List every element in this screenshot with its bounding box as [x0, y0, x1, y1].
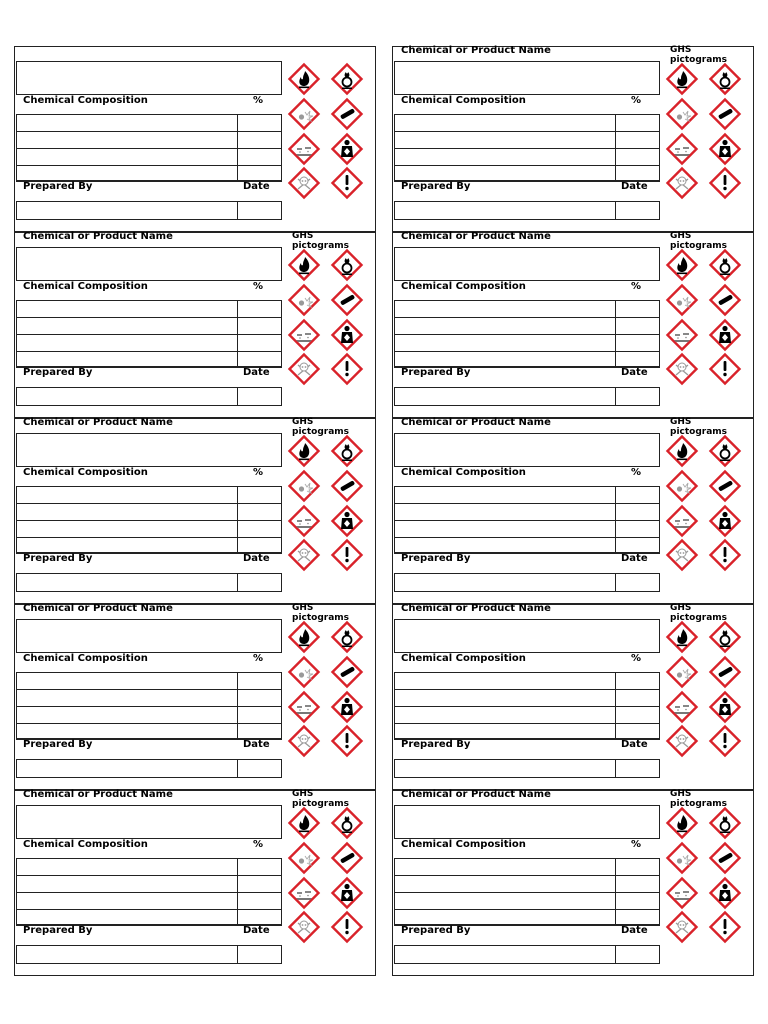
composition-row[interactable] — [17, 149, 281, 166]
gas-cylinder-icon — [709, 470, 741, 502]
flame-over-circle-icon — [331, 621, 363, 653]
composition-table — [394, 300, 660, 368]
prepared-by-field[interactable] — [16, 759, 282, 778]
corrosion-icon — [288, 505, 320, 537]
composition-row[interactable] — [395, 673, 659, 690]
skull-crossbones-icon — [666, 353, 698, 385]
exclamation-mark-icon — [709, 353, 741, 385]
ghs-pictograms-label — [292, 45, 348, 59]
skull-crossbones-icon — [288, 539, 320, 571]
ghs-pictograms-label: GHS pictograms — [292, 417, 350, 437]
composition-row[interactable] — [395, 132, 659, 149]
flame-icon — [666, 807, 698, 839]
ghs-pictograms-label: GHS pictograms — [670, 789, 728, 809]
exclamation-mark-icon — [331, 539, 363, 571]
corrosion-icon — [288, 133, 320, 165]
flame-icon — [666, 435, 698, 467]
health-hazard-icon — [709, 133, 741, 165]
gas-cylinder-icon — [331, 470, 363, 502]
prepared-by-label: Prepared By — [23, 367, 93, 378]
product-name-field[interactable] — [16, 247, 282, 281]
prepared-by-label: Prepared By — [401, 553, 471, 564]
flame-over-circle-icon — [709, 621, 741, 653]
health-hazard-icon — [331, 133, 363, 165]
percent-column-divider — [615, 115, 616, 181]
skull-crossbones-icon — [666, 725, 698, 757]
composition-table — [394, 486, 660, 554]
product-name-label: Chemical or Product Name — [23, 231, 173, 242]
composition-row[interactable] — [17, 538, 281, 553]
product-name-label: Chemical or Product Name — [401, 603, 551, 614]
composition-row[interactable] — [395, 166, 659, 181]
flame-over-circle-icon — [331, 63, 363, 95]
chemical-composition-label: Chemical Composition — [401, 839, 526, 850]
chemical-label — [392, 232, 754, 418]
composition-row[interactable] — [395, 876, 659, 893]
gas-cylinder-icon — [331, 656, 363, 688]
flame-over-circle-icon — [331, 807, 363, 839]
chemical-label — [14, 232, 376, 418]
composition-row[interactable] — [395, 335, 659, 352]
ghs-pictograms-label: GHS pictograms — [292, 603, 350, 623]
prepared-by-label: Prepared By — [401, 181, 471, 192]
flame-icon — [666, 621, 698, 653]
exclamation-mark-icon — [709, 167, 741, 199]
composition-row[interactable] — [395, 690, 659, 707]
flame-icon — [288, 63, 320, 95]
exploding-bomb-icon — [666, 284, 698, 316]
flame-over-circle-icon — [709, 63, 741, 95]
percent-column-divider — [615, 859, 616, 925]
date-field-divider — [237, 760, 238, 777]
corrosion-icon — [288, 691, 320, 723]
skull-crossbones-icon — [666, 911, 698, 943]
corrosion-icon — [666, 505, 698, 537]
gas-cylinder-icon — [709, 842, 741, 874]
product-name-field[interactable] — [394, 619, 660, 653]
percent-label: % — [631, 95, 642, 106]
percent-column-divider — [237, 487, 238, 553]
composition-row[interactable] — [395, 859, 659, 876]
date-label: Date — [243, 925, 270, 936]
percent-label: % — [253, 281, 264, 292]
date-field-divider — [615, 574, 616, 591]
health-hazard-icon — [709, 877, 741, 909]
gas-cylinder-icon — [709, 98, 741, 130]
date-field-divider — [237, 946, 238, 963]
product-name-field[interactable] — [394, 433, 660, 467]
percent-label: % — [631, 281, 642, 292]
exclamation-mark-icon — [709, 911, 741, 943]
prepared-by-field[interactable] — [394, 759, 660, 778]
chemical-composition-label: Chemical Composition — [23, 95, 148, 106]
product-name-field[interactable] — [394, 805, 660, 839]
composition-row[interactable] — [395, 115, 659, 132]
date-label: Date — [621, 925, 648, 936]
prepared-by-field[interactable] — [16, 387, 282, 406]
prepared-by-field[interactable] — [16, 201, 282, 220]
exclamation-mark-icon — [331, 911, 363, 943]
chemical-composition-label: Chemical Composition — [23, 653, 148, 664]
gas-cylinder-icon — [709, 284, 741, 316]
exploding-bomb-icon — [288, 98, 320, 130]
composition-row[interactable] — [17, 673, 281, 690]
date-field-divider — [237, 202, 238, 219]
prepared-by-label: Prepared By — [401, 367, 471, 378]
ghs-pictograms-label: GHS pictograms — [292, 231, 350, 251]
exclamation-mark-icon — [331, 167, 363, 199]
chemical-composition-label: Chemical Composition — [401, 467, 526, 478]
exclamation-mark-icon — [709, 539, 741, 571]
chemical-label — [14, 418, 376, 604]
composition-row[interactable] — [17, 521, 281, 538]
prepared-by-label: Prepared By — [401, 739, 471, 750]
composition-table — [394, 858, 660, 926]
prepared-by-field[interactable] — [16, 945, 282, 964]
prepared-by-field[interactable] — [394, 387, 660, 406]
percent-label: % — [631, 839, 642, 850]
gas-cylinder-icon — [331, 284, 363, 316]
ghs-pictograms-label: GHS pictograms — [670, 231, 728, 251]
flame-icon — [666, 63, 698, 95]
composition-row[interactable] — [395, 301, 659, 318]
chemical-label — [392, 418, 754, 604]
composition-table — [16, 858, 282, 926]
gas-cylinder-icon — [331, 842, 363, 874]
composition-row[interactable] — [17, 318, 281, 335]
corrosion-icon — [666, 691, 698, 723]
health-hazard-icon — [331, 877, 363, 909]
exploding-bomb-icon — [666, 842, 698, 874]
composition-row[interactable] — [17, 707, 281, 724]
health-hazard-icon — [331, 691, 363, 723]
composition-row[interactable] — [395, 538, 659, 553]
date-label: Date — [243, 553, 270, 564]
flame-over-circle-icon — [331, 249, 363, 281]
date-field-divider — [237, 574, 238, 591]
skull-crossbones-icon — [288, 353, 320, 385]
exploding-bomb-icon — [288, 470, 320, 502]
composition-row[interactable] — [395, 724, 659, 739]
skull-crossbones-icon — [666, 167, 698, 199]
date-label: Date — [621, 553, 648, 564]
percent-column-divider — [615, 301, 616, 367]
product-name-field[interactable] — [16, 433, 282, 467]
chemical-composition-label: Chemical Composition — [401, 653, 526, 664]
flame-icon — [288, 621, 320, 653]
exploding-bomb-icon — [288, 842, 320, 874]
prepared-by-field[interactable] — [394, 945, 660, 964]
composition-table — [16, 486, 282, 554]
exclamation-mark-icon — [331, 725, 363, 757]
composition-row[interactable] — [395, 910, 659, 925]
exploding-bomb-icon — [666, 470, 698, 502]
composition-table — [394, 114, 660, 182]
flame-over-circle-icon — [709, 435, 741, 467]
chemical-composition-label: Chemical Composition — [23, 281, 148, 292]
percent-label: % — [253, 839, 264, 850]
product-name-field[interactable] — [394, 61, 660, 95]
prepared-by-field[interactable] — [394, 573, 660, 592]
product-name-field[interactable] — [16, 61, 282, 95]
chemical-label — [14, 790, 376, 976]
date-field-divider — [615, 946, 616, 963]
health-hazard-icon — [709, 319, 741, 351]
percent-label: % — [253, 467, 264, 478]
percent-column-divider — [237, 115, 238, 181]
composition-row[interactable] — [17, 335, 281, 352]
ghs-pictograms-label: GHS pictograms — [670, 603, 728, 623]
composition-row[interactable] — [17, 859, 281, 876]
chemical-label — [14, 46, 376, 232]
date-field-divider — [615, 202, 616, 219]
percent-label: % — [253, 95, 264, 106]
flame-over-circle-icon — [709, 807, 741, 839]
product-name-field[interactable] — [394, 247, 660, 281]
chemical-composition-label: Chemical Composition — [401, 281, 526, 292]
product-name-field[interactable] — [16, 805, 282, 839]
composition-row[interactable] — [17, 893, 281, 910]
skull-crossbones-icon — [288, 167, 320, 199]
prepared-by-label: Prepared By — [23, 925, 93, 936]
ghs-pictograms-label: GHS pictograms — [670, 45, 728, 65]
corrosion-icon — [666, 133, 698, 165]
date-field-divider — [615, 760, 616, 777]
percent-column-divider — [615, 487, 616, 553]
composition-row[interactable] — [17, 301, 281, 318]
date-label: Date — [243, 181, 270, 192]
product-name-label: Chemical or Product Name — [23, 417, 173, 428]
flame-icon — [288, 807, 320, 839]
composition-row[interactable] — [17, 132, 281, 149]
chemical-label — [14, 604, 376, 790]
skull-crossbones-icon — [288, 725, 320, 757]
flame-over-circle-icon — [331, 435, 363, 467]
flame-icon — [288, 435, 320, 467]
flame-over-circle-icon — [709, 249, 741, 281]
composition-row[interactable] — [17, 166, 281, 181]
date-label: Date — [243, 739, 270, 750]
chemical-label — [392, 790, 754, 976]
composition-row[interactable] — [17, 504, 281, 521]
corrosion-icon — [666, 877, 698, 909]
chemical-composition-label: Chemical Composition — [401, 95, 526, 106]
prepared-by-field[interactable] — [394, 201, 660, 220]
gas-cylinder-icon — [331, 98, 363, 130]
exploding-bomb-icon — [666, 656, 698, 688]
chemical-composition-label: Chemical Composition — [23, 467, 148, 478]
composition-row[interactable] — [395, 487, 659, 504]
composition-table — [16, 672, 282, 740]
composition-row[interactable] — [395, 318, 659, 335]
corrosion-icon — [288, 877, 320, 909]
prepared-by-label: Prepared By — [23, 553, 93, 564]
product-name-label: Chemical or Product Name — [401, 231, 551, 242]
chemical-composition-label: Chemical Composition — [23, 839, 148, 850]
date-label: Date — [621, 181, 648, 192]
health-hazard-icon — [709, 505, 741, 537]
exploding-bomb-icon — [288, 656, 320, 688]
composition-row[interactable] — [17, 115, 281, 132]
percent-label: % — [631, 653, 642, 664]
product-name-label: Chemical or Product Name — [23, 603, 173, 614]
product-name-label: Chemical or Product Name — [401, 45, 551, 56]
product-name-label: Chemical or Product Name — [401, 417, 551, 428]
date-label: Date — [621, 367, 648, 378]
percent-label: % — [253, 653, 264, 664]
composition-row[interactable] — [17, 876, 281, 893]
date-label: Date — [243, 367, 270, 378]
prepared-by-label: Prepared By — [23, 739, 93, 750]
skull-crossbones-icon — [288, 911, 320, 943]
product-name-label: Chemical or Product Name — [401, 789, 551, 800]
prepared-by-label: Prepared By — [401, 925, 471, 936]
composition-table — [16, 114, 282, 182]
composition-row[interactable] — [395, 149, 659, 166]
corrosion-icon — [666, 319, 698, 351]
composition-row[interactable] — [395, 352, 659, 367]
composition-row[interactable] — [17, 690, 281, 707]
skull-crossbones-icon — [666, 539, 698, 571]
flame-icon — [288, 249, 320, 281]
percent-column-divider — [237, 859, 238, 925]
prepared-by-field[interactable] — [16, 573, 282, 592]
chemical-label — [392, 46, 754, 232]
composition-row[interactable] — [17, 910, 281, 925]
gas-cylinder-icon — [709, 656, 741, 688]
prepared-by-label: Prepared By — [23, 181, 93, 192]
flame-icon — [666, 249, 698, 281]
exclamation-mark-icon — [709, 725, 741, 757]
composition-row[interactable] — [395, 893, 659, 910]
percent-column-divider — [237, 301, 238, 367]
health-hazard-icon — [331, 505, 363, 537]
date-label: Date — [621, 739, 648, 750]
exploding-bomb-icon — [288, 284, 320, 316]
health-hazard-icon — [709, 691, 741, 723]
composition-row[interactable] — [395, 504, 659, 521]
exploding-bomb-icon — [666, 98, 698, 130]
composition-row[interactable] — [17, 352, 281, 367]
date-field-divider — [615, 388, 616, 405]
composition-row[interactable] — [17, 724, 281, 739]
percent-label: % — [631, 467, 642, 478]
chemical-label — [392, 604, 754, 790]
health-hazard-icon — [331, 319, 363, 351]
composition-row[interactable] — [17, 487, 281, 504]
date-field-divider — [237, 388, 238, 405]
ghs-pictograms-label: GHS pictograms — [670, 417, 728, 437]
product-name-label: Chemical or Product Name — [23, 789, 173, 800]
percent-column-divider — [615, 673, 616, 739]
composition-row[interactable] — [395, 707, 659, 724]
product-name-field[interactable] — [16, 619, 282, 653]
composition-row[interactable] — [395, 521, 659, 538]
exclamation-mark-icon — [331, 353, 363, 385]
composition-table — [394, 672, 660, 740]
ghs-pictograms-label: GHS pictograms — [292, 789, 350, 809]
composition-table — [16, 300, 282, 368]
percent-column-divider — [237, 673, 238, 739]
corrosion-icon — [288, 319, 320, 351]
